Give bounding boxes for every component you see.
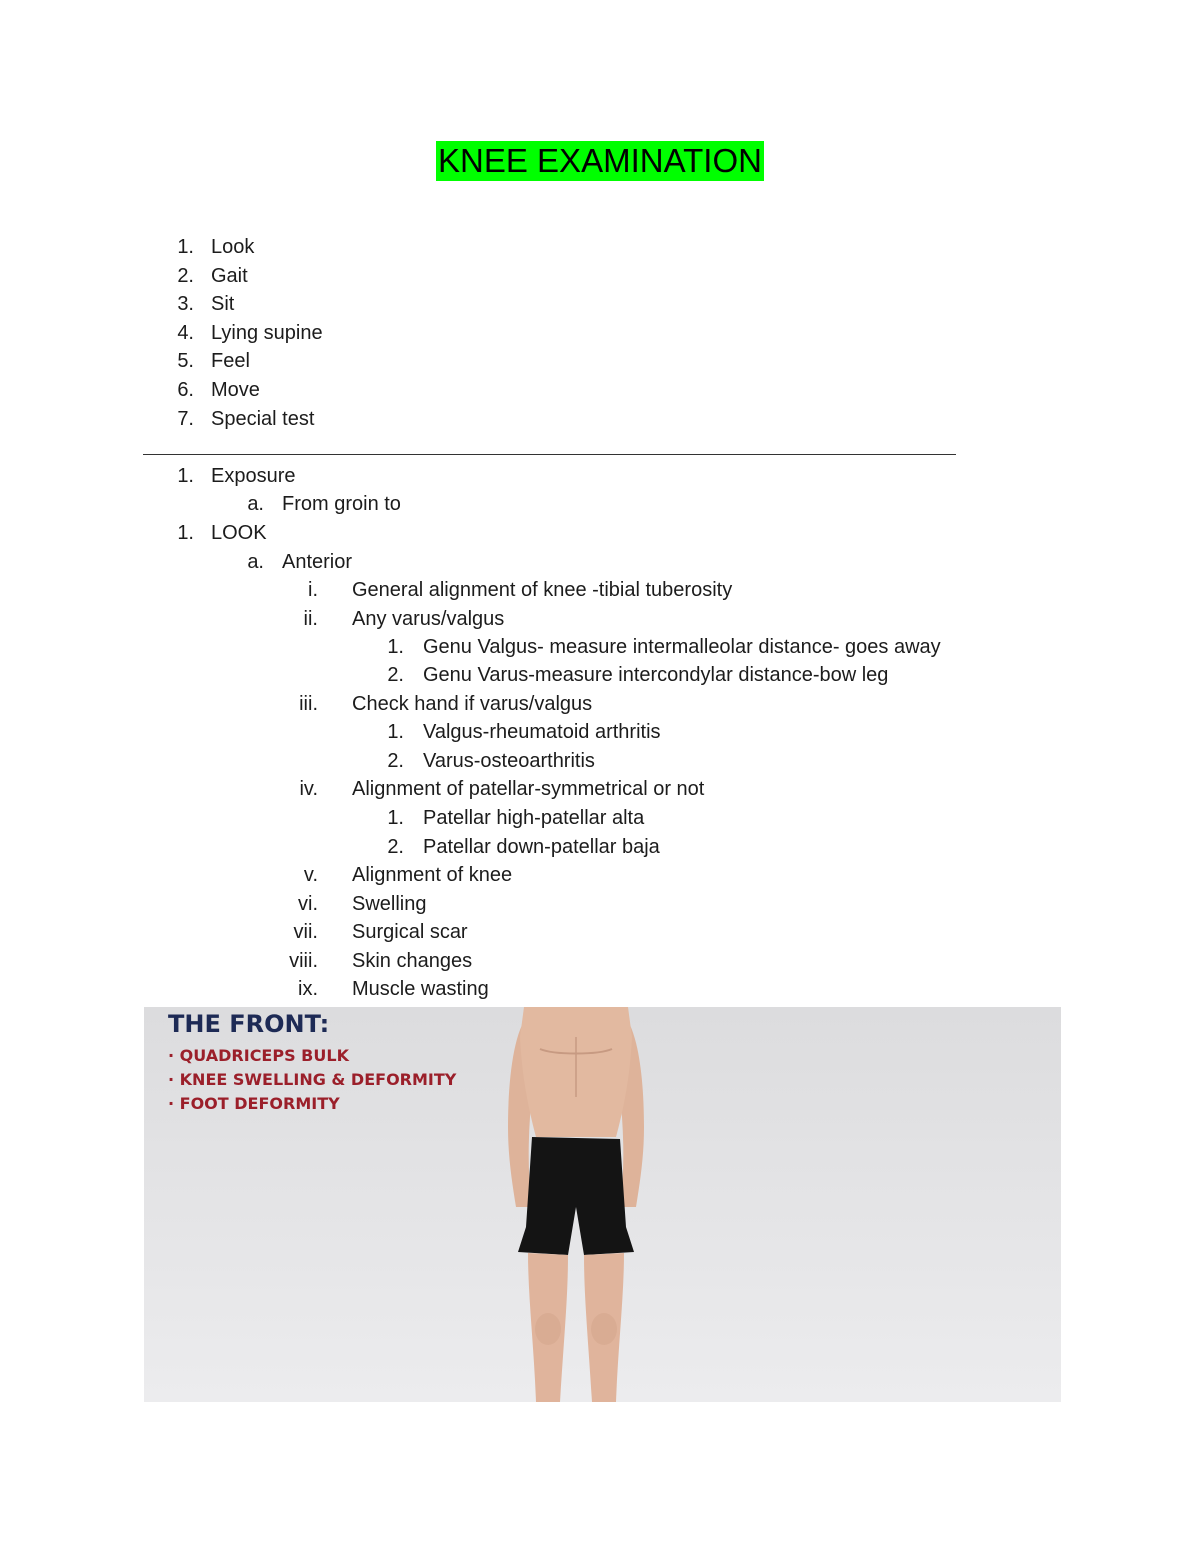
section-divider [143, 454, 956, 455]
list-number: 1. [387, 636, 404, 658]
list-text: Skin changes [352, 950, 473, 972]
list-number: 7. [177, 408, 194, 430]
list-text: General alignment of knee -tibial tuberosity [352, 579, 733, 601]
figure-heading: THE FRONT: [168, 1010, 330, 1038]
list-text: Valgus-rheumatoid arthritis [423, 721, 661, 743]
list-number: 2. [387, 836, 404, 858]
list-number: viii. [289, 950, 318, 972]
figure-item: · QUADRICEPS BULK [168, 1046, 349, 1065]
list-number: i. [308, 579, 318, 601]
list-number: 2. [387, 664, 404, 686]
figure-item: · KNEE SWELLING & DEFORMITY [168, 1070, 457, 1089]
list-number: vii. [293, 921, 318, 943]
list-text: Genu Valgus- measure intermalleolar distance- goes away [423, 636, 941, 658]
list-number: 3. [177, 293, 194, 315]
list-text: Patellar down-patellar baja [423, 836, 660, 858]
list-text: Surgical scar [352, 921, 468, 943]
list-number: 5. [177, 350, 194, 372]
list-text: Varus-osteoarthritis [423, 750, 595, 772]
list-text: Patellar high-patellar alta [423, 807, 645, 829]
list-text: Sit [211, 293, 235, 315]
list-number: a. [247, 493, 264, 515]
figure-item: · FOOT DEFORMITY [168, 1094, 340, 1113]
list-text: Gait [211, 265, 248, 287]
list-text: Lying supine [211, 322, 323, 344]
list-number: 1. [177, 522, 194, 544]
list-number: 1. [387, 807, 404, 829]
list-number: ii. [303, 608, 318, 630]
list-number: 2. [387, 750, 404, 772]
list-text: Any varus/valgus [352, 608, 505, 630]
list-text: Look [211, 236, 255, 258]
list-text: Exposure [211, 465, 296, 487]
right-knee [591, 1313, 617, 1345]
title-container [0, 141, 1200, 181]
list-text: Special test [211, 408, 315, 430]
list-text: Alignment of patellar-symmetrical or not [352, 778, 705, 800]
list-number: vi. [298, 893, 318, 915]
list-number: 1. [177, 465, 194, 487]
list-number: 2. [177, 265, 194, 287]
page-title: KNEE EXAMINATION [438, 142, 762, 179]
list-text: From groin to [282, 493, 401, 515]
list-text: Feel [211, 350, 250, 372]
list-text: Swelling [352, 893, 427, 915]
list-number: ix. [298, 978, 318, 1000]
list-number: 4. [177, 322, 194, 344]
list-number: v. [303, 864, 318, 886]
left-knee [535, 1313, 561, 1345]
list-number: iii. [299, 693, 318, 715]
list-text: Move [211, 379, 260, 401]
list-number: 6. [177, 379, 194, 401]
list-number: 1. [177, 236, 194, 258]
list-text: LOOK [211, 522, 267, 544]
list-text: Check hand if varus/valgus [352, 693, 593, 715]
list-number: 1. [387, 721, 404, 743]
list-number: a. [247, 551, 264, 573]
figure-graphic [144, 1007, 1061, 1402]
list-text: Muscle wasting [352, 978, 489, 1000]
list-text: Alignment of knee [352, 864, 513, 886]
knee-front-view-image [144, 1007, 1061, 1402]
list-text: Anterior [282, 551, 353, 573]
list-number: iv. [299, 778, 318, 800]
list-text: Genu Varus-measure intercondylar distance-bow leg [423, 664, 889, 686]
